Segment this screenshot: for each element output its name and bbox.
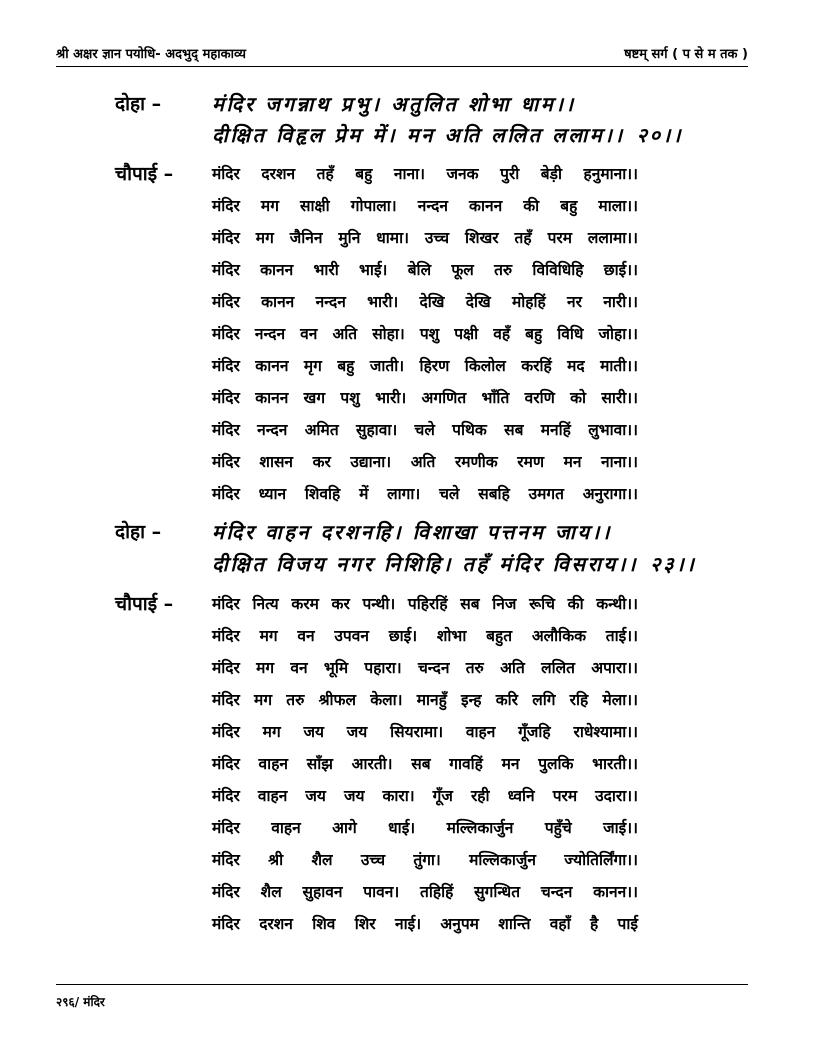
chaupai-line: मंदिर वाहन जय जय कारा। गूँज रही ध्वनि परम उदारा।। <box>212 787 638 805</box>
doha-line <box>212 550 697 577</box>
doha-label: दोहा – <box>115 521 162 543</box>
chaupai-line: मंदिर मग जय जय सियरामा। वाहन गूँजहि राधेश्यामा।। <box>212 723 638 741</box>
chaupai-line: मंदिर नित्य करम कर पन्थी। पहिरहिं सब निज रूचि की कन्थी।। <box>212 595 638 613</box>
chaupai-line: मंदिर मग वन भूमि पहारा। चन्दन तरु अति ललित अपारा।। <box>212 659 638 677</box>
chaupai-line: मंदिर शासन कर उद्याना। अति रमणीक रमण मन नाना।। <box>212 453 638 471</box>
page-footer <box>56 984 748 1010</box>
doha-text: दीक्षित विहृल प्रेम में। मन अति ललित ललाम।। <box>212 123 625 147</box>
doha-label: दोहा – <box>115 93 162 115</box>
doha-text: दीक्षित विजय नगर निशिहि। तहँ मंदिर विसराय।। <box>212 552 639 576</box>
book-title: श्री अक्षर ज्ञान पयोधि- अदभुद् महाकाव्य <box>56 47 246 62</box>
chaupai-line: मंदिर कानन खग पशु भारी। अगणित भाँति वरणि को सारी।। <box>212 389 638 407</box>
chaupai-line: मंदिर वाहन आगे धाई। मल्लिकार्जुन पहुँचे जाई।। <box>212 819 638 837</box>
chaupai-line: मंदिर दरशन शिव शिर नाई। अनुपम शान्ति वहाँ है पाई <box>212 915 638 933</box>
doha-text: मंदिर वाहन दरशनहि। विशाखा पत्तनम जाय।। <box>212 520 613 544</box>
chaupai-line: मंदिर मग तरु श्रीफल केला। मानहुँ इन्ह करि लगि रहि मेला।। <box>212 691 638 709</box>
chaupai-line: मंदिर श्री शैल उच्च तुंगा। मल्लिकार्जुन ज्योतिर्लिंगा।। <box>212 851 638 869</box>
chaupai-label: चौपाई – <box>115 593 174 615</box>
doha-line <box>212 90 576 117</box>
chaupai-line: मंदिर मग वन उपवन छाई। शोभा बहुत अलौकिक ताई।। <box>212 627 638 645</box>
chapter-title: षष्टम् सर्ग ( प से म तक ) <box>624 47 748 62</box>
page-header <box>56 40 748 67</box>
doha-line <box>212 518 612 545</box>
chaupai-line: मंदिर मग जैनिन मुनि धामा। उच्च शिखर तहँ परम ललामा।। <box>212 229 638 247</box>
doha-text: मंदिर जगन्नाथ प्रभु। अतुलित शोभा धाम।। <box>212 92 576 116</box>
chaupai-line: मंदिर कानन भारी भाई। बेलि फूल तरु विविधिहि छाई।। <box>212 261 638 279</box>
page-number: २९६/ मंदिर <box>56 995 105 1009</box>
chaupai-line: मंदिर मग साक्षी गोपाला। नन्दन कानन की बहु माला।। <box>212 197 638 215</box>
chaupai-line: मंदिर कानन नन्दन भारी। देखि देखि मोहहिं नर नारी।। <box>212 293 638 311</box>
chaupai-line: मंदिर दरशन तहँ बहु नाना। जनक पुरी बेड़ी हनुमाना।। <box>212 165 638 183</box>
chaupai-line: मंदिर शैल सुहावन पावन। तहिहिं सुगन्धित चन्दन कानन।। <box>212 883 638 901</box>
verse-number: २०।। <box>636 123 684 147</box>
doha-line <box>212 121 683 148</box>
verse-number: २३।। <box>650 552 697 576</box>
chaupai-label: चौपाई – <box>115 163 174 185</box>
chaupai-line: मंदिर नन्दन अमित सुहावा। चले पथिक सब मनहिं लुभावा।। <box>212 421 638 439</box>
chaupai-line: मंदिर नन्दन वन अति सोहा। पशु पक्षी वहँ बहु विधि जोहा।। <box>212 325 638 343</box>
chaupai-line: मंदिर वाहन साँझ आरती। सब गावहिं मन पुलकि भारती।। <box>212 755 638 773</box>
chaupai-line: मंदिर कानन मृग बहु जाती। हिरण किलोल करहिं मद माती।। <box>212 357 638 375</box>
chaupai-line: मंदिर ध्यान शिवहि में लागा। चले सबहि उमगत अनुरागा।। <box>212 485 638 503</box>
